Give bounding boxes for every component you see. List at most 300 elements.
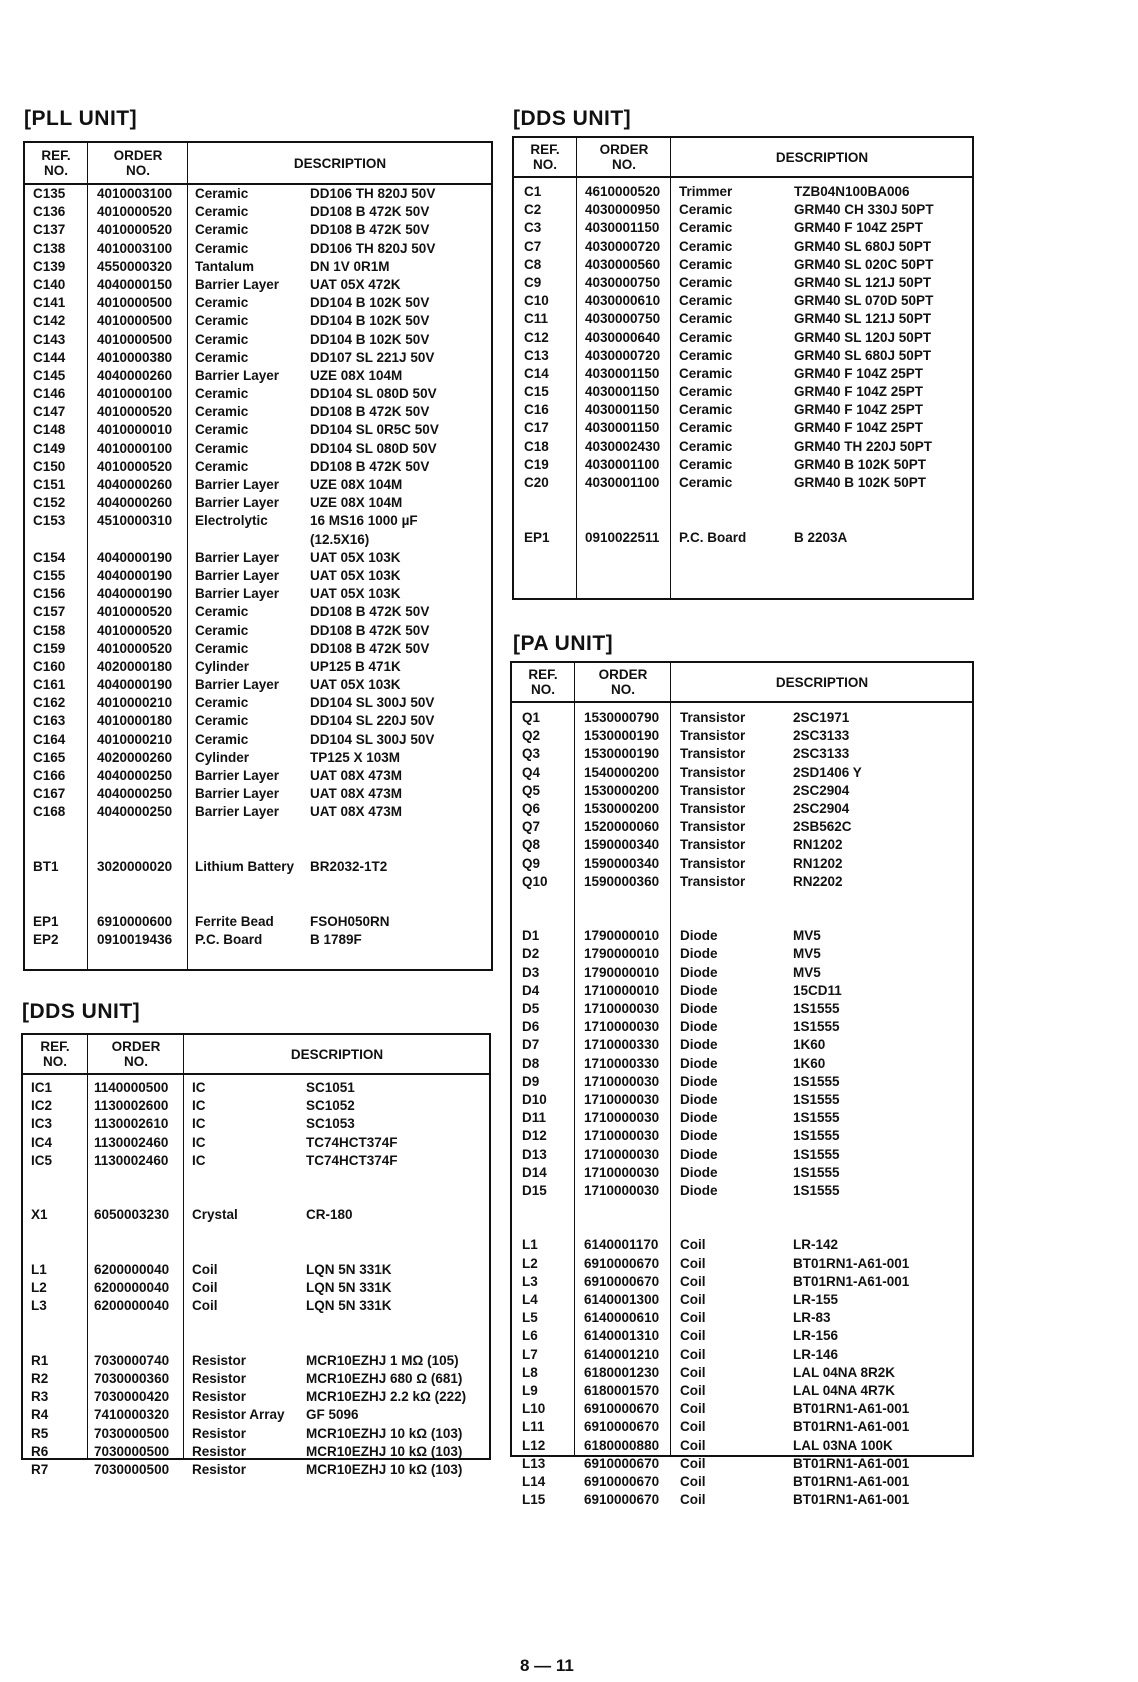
- order-cell: 4030000610: [585, 293, 661, 309]
- spec-cell: GRM40 F 104Z 25PT: [794, 420, 924, 436]
- table-row: [25, 440, 491, 458]
- order-cell: 7030000740: [94, 1352, 170, 1368]
- ref-cell: C145: [33, 367, 66, 383]
- order-cell: 6200000040: [94, 1298, 170, 1314]
- type-cell: Ceramic: [195, 404, 249, 420]
- type-cell: Coil: [680, 1382, 706, 1398]
- type-cell: Ceramic: [195, 386, 249, 402]
- table-row: [25, 203, 491, 221]
- ref-cell: Q5: [522, 782, 541, 798]
- type-cell: Barrier Layer: [195, 567, 280, 583]
- ref-cell: L10: [522, 1401, 546, 1417]
- table-row: [25, 840, 491, 858]
- order-cell: 4040000190: [97, 677, 173, 693]
- type-cell: Transistor: [680, 819, 746, 835]
- spec-cell: 16 MS16 1000 µF: [310, 513, 418, 529]
- pa-unit-title: [PA UNIT]: [513, 632, 614, 655]
- order-cell: 4040000250: [97, 804, 173, 820]
- table-row: [25, 549, 491, 567]
- type-cell: Coil: [680, 1346, 706, 1362]
- spec-cell: MCR10EZHJ 10 kΩ (103): [306, 1461, 463, 1477]
- type-cell: Coil: [680, 1237, 706, 1253]
- order-cell: 1710000030: [584, 1091, 660, 1107]
- type-cell: Ceramic: [679, 220, 733, 236]
- spec-cell: TP125 X 103M: [310, 749, 401, 765]
- spec-cell: UAT 05X 472K: [310, 276, 401, 292]
- order-cell: 7030000500: [94, 1425, 170, 1441]
- spec-cell: 2SC3133: [793, 746, 850, 762]
- table-row: [514, 419, 972, 437]
- type-cell: IC: [192, 1098, 206, 1114]
- spec-cell: DD104 SL 220J 50V: [310, 713, 435, 729]
- type-cell: Ceramic: [195, 313, 249, 329]
- table-row: [25, 349, 491, 367]
- type-cell: Ceramic: [195, 731, 249, 747]
- table-row: [23, 1261, 489, 1279]
- spec-cell: DN 1V 0R1M: [310, 258, 390, 274]
- type-cell: Transistor: [680, 728, 746, 744]
- type-cell: Crystal: [192, 1207, 238, 1223]
- table-row: [23, 1388, 489, 1406]
- type-cell: Diode: [680, 1001, 718, 1016]
- table-row: [25, 421, 491, 439]
- spec-cell: LAL 04NA 8R2K: [793, 1364, 896, 1380]
- table-row: [512, 727, 972, 745]
- spec-cell: (12.5X16): [310, 531, 370, 547]
- type-cell: Coil: [192, 1261, 218, 1277]
- ref-cell: C163: [33, 713, 66, 729]
- table-row: [514, 456, 972, 474]
- order-cell: 4010000100: [97, 386, 173, 402]
- order-cell: 6140001170: [584, 1237, 659, 1253]
- table-row: [23, 1425, 489, 1443]
- type-cell: Resistor: [192, 1443, 247, 1459]
- type-cell: Ceramic: [195, 295, 249, 311]
- table-row: [512, 818, 972, 836]
- ref-cell: L11: [522, 1419, 545, 1435]
- ref-cell: D9: [522, 1073, 540, 1089]
- table-row: [25, 494, 491, 512]
- table-row: [23, 1370, 489, 1388]
- ref-cell: C165: [33, 749, 66, 765]
- spec-cell: GRM40 B 102K 50PT: [794, 475, 927, 490]
- type-cell: Ceramic: [679, 475, 733, 490]
- order-cell: 4040000250: [97, 786, 173, 802]
- ref-cell: L8: [522, 1364, 538, 1380]
- order-cell: 1710000030: [584, 1073, 660, 1089]
- spec-cell: 1S1555: [793, 1128, 840, 1144]
- order-cell: 4040000150: [97, 276, 173, 292]
- ref-cell: D6: [522, 1019, 540, 1035]
- table-row: [512, 891, 972, 909]
- ref-cell: D4: [522, 982, 540, 998]
- spec-cell: DD106 TH 820J 50V: [310, 240, 436, 256]
- ref-cell: D3: [522, 964, 540, 980]
- ref-cell: C150: [33, 458, 66, 474]
- type-cell: Barrier Layer: [195, 495, 280, 511]
- spec-cell: B 2203A: [794, 529, 848, 545]
- order-cell: 6180001570: [584, 1382, 660, 1398]
- table-row: [25, 658, 491, 676]
- order-cell: 4010000520: [97, 222, 173, 238]
- table-row: [25, 276, 491, 294]
- type-cell: Ceramic: [679, 238, 733, 254]
- order-cell: 4030000560: [585, 256, 661, 272]
- spec-cell: SC1052: [306, 1098, 355, 1114]
- spec-cell: UAT 08X 473M: [310, 768, 403, 783]
- dds-unit-table-top: [512, 136, 974, 600]
- header-description: DESCRIPTION: [775, 674, 869, 690]
- ref-cell: C159: [33, 640, 66, 656]
- table-row: [514, 492, 972, 510]
- ref-cell: IC5: [31, 1152, 53, 1168]
- ref-cell: C152: [33, 495, 66, 511]
- type-cell: Ferrite Bead: [195, 913, 274, 929]
- order-cell: 1140000500: [94, 1080, 169, 1095]
- order-cell: 6910000670: [584, 1401, 660, 1417]
- table-row: [23, 1315, 489, 1333]
- table-row: [25, 622, 491, 640]
- spec-cell: GRM40 B 102K 50PT: [794, 456, 927, 472]
- order-cell: 1710000330: [584, 1037, 660, 1053]
- ref-cell: X1: [31, 1207, 48, 1223]
- table-row: [25, 240, 491, 258]
- order-cell: 4040000190: [97, 549, 173, 565]
- type-cell: Coil: [680, 1364, 706, 1380]
- type-cell: Diode: [680, 964, 718, 980]
- table-row: [25, 749, 491, 767]
- ref-cell: D2: [522, 946, 540, 962]
- ref-cell: IC3: [31, 1116, 53, 1132]
- table-row: [23, 1188, 489, 1206]
- table-row: [514, 474, 972, 492]
- order-cell: 4030000750: [585, 311, 661, 327]
- spec-cell: BT01RN1-A61-001: [793, 1455, 910, 1471]
- table-row: [25, 531, 491, 549]
- spec-cell: 2SC3133: [793, 728, 850, 744]
- table-row: [512, 1091, 972, 1109]
- spec-cell: 2SC2904: [793, 800, 850, 816]
- spec-cell: GRM40 F 104Z 25PT: [794, 365, 924, 381]
- table-row: [512, 836, 972, 854]
- spec-cell: UAT 05X 103K: [310, 677, 401, 693]
- spec-cell: DD107 SL 221J 50V: [310, 349, 435, 365]
- table-row: [23, 1243, 489, 1261]
- type-cell: Ceramic: [679, 456, 733, 472]
- order-cell: 0910022511: [585, 529, 660, 545]
- order-cell: 4010000520: [97, 604, 173, 620]
- order-cell: 1790000010: [584, 964, 660, 980]
- ref-cell: C164: [33, 731, 66, 747]
- spec-cell: GRM40 TH 220J 50PT: [794, 438, 933, 454]
- order-cell: 1130002600: [94, 1098, 169, 1114]
- table-row: [23, 1097, 489, 1115]
- table-row: [512, 1273, 972, 1291]
- type-cell: P.C. Board: [195, 931, 263, 947]
- spec-cell: B 1789F: [310, 931, 362, 947]
- table-row: [23, 1225, 489, 1243]
- type-cell: Ceramic: [679, 311, 733, 327]
- ref-cell: L7: [522, 1346, 538, 1362]
- order-cell: 1130002610: [94, 1116, 169, 1132]
- order-cell: 4550000320: [97, 258, 173, 274]
- table-row: [23, 1297, 489, 1315]
- order-cell: 6180000880: [584, 1437, 660, 1453]
- type-cell: Resistor: [192, 1461, 247, 1477]
- type-cell: Resistor Array: [192, 1407, 285, 1423]
- table-row: [512, 745, 972, 763]
- header-ref: REF. NO.: [41, 148, 71, 178]
- type-cell: Coil: [192, 1298, 218, 1314]
- type-cell: Transistor: [680, 746, 746, 762]
- type-cell: Ceramic: [679, 365, 733, 381]
- table-row: [23, 1334, 489, 1352]
- type-cell: Cylinder: [195, 658, 250, 674]
- table-row: [25, 312, 491, 330]
- order-cell: 1590000340: [584, 837, 660, 853]
- table-row: [512, 1182, 972, 1200]
- ref-cell: C155: [33, 567, 66, 583]
- table-row: [514, 238, 972, 256]
- table-row: [512, 1018, 972, 1036]
- order-cell: 1590000340: [584, 855, 660, 871]
- spec-cell: LR-83: [793, 1310, 831, 1326]
- table-row: [25, 767, 491, 785]
- order-cell: 4030001150: [585, 365, 660, 381]
- order-cell: 4510000310: [97, 513, 173, 529]
- spec-cell: LR-155: [793, 1292, 839, 1307]
- spec-cell: UZE 08X 104M: [310, 477, 403, 492]
- ref-cell: C19: [524, 456, 549, 472]
- ref-cell: Q1: [522, 710, 541, 725]
- order-cell: 4010000100: [97, 440, 173, 456]
- table-row: [25, 585, 491, 603]
- ref-cell: EP2: [33, 931, 59, 947]
- type-cell: Diode: [680, 928, 718, 944]
- table-row: [25, 640, 491, 658]
- spec-cell: TC74HCT374F: [306, 1134, 398, 1150]
- type-cell: Transistor: [680, 800, 746, 816]
- ref-cell: C9: [524, 274, 542, 290]
- table-row: [512, 1327, 972, 1345]
- type-cell: IC: [192, 1134, 206, 1150]
- ref-cell: C154: [33, 549, 66, 565]
- ref-cell: C149: [33, 440, 66, 456]
- type-cell: Electrolytic: [195, 513, 268, 529]
- ref-cell: L3: [522, 1273, 538, 1289]
- ref-cell: L14: [522, 1473, 546, 1489]
- table-row: [514, 383, 972, 401]
- type-cell: Ceramic: [195, 622, 249, 638]
- order-cell: 4010000520: [97, 640, 173, 656]
- table-row: [25, 403, 491, 421]
- table-row: [25, 822, 491, 840]
- spec-cell: 1S1555: [793, 1164, 840, 1180]
- type-cell: Barrier Layer: [195, 786, 280, 802]
- spec-cell: UZE 08X 104M: [310, 495, 403, 511]
- type-cell: Lithium Battery: [195, 858, 295, 874]
- table-row: [23, 1170, 489, 1188]
- spec-cell: MV5: [793, 928, 821, 944]
- spec-cell: CR-180: [306, 1207, 353, 1223]
- table-row: [512, 1127, 972, 1145]
- order-cell: 1710000030: [584, 1019, 660, 1035]
- ref-cell: C142: [33, 313, 66, 329]
- spec-cell: UAT 08X 473M: [310, 786, 403, 802]
- order-cell: 1590000360: [584, 873, 660, 889]
- spec-cell: GRM40 SL 680J 50PT: [794, 238, 932, 254]
- order-cell: 1790000010: [584, 946, 660, 962]
- table-row: [25, 367, 491, 385]
- header-order: ORDER NO.: [113, 148, 163, 178]
- table-row: [512, 1418, 972, 1436]
- table-row: [25, 512, 491, 530]
- table-row: [514, 365, 972, 383]
- header-order: ORDER NO.: [598, 667, 648, 697]
- ref-cell: R1: [31, 1352, 49, 1368]
- header-order: ORDER NO.: [111, 1039, 161, 1069]
- type-cell: Ceramic: [679, 438, 733, 454]
- table-row: [23, 1279, 489, 1297]
- type-cell: Ceramic: [679, 293, 733, 309]
- order-cell: 7030000420: [94, 1389, 170, 1405]
- spec-cell: MCR10EZHJ 1 MΩ (105): [306, 1352, 459, 1368]
- table-header: [512, 663, 972, 703]
- ref-cell: L13: [522, 1455, 546, 1471]
- order-cell: 4030001150: [585, 420, 660, 436]
- ref-cell: BT1: [33, 858, 59, 874]
- table-row: [25, 458, 491, 476]
- spec-cell: 1S1555: [793, 1146, 840, 1162]
- order-cell: 6910000600: [97, 913, 173, 929]
- table-row: [25, 331, 491, 349]
- spec-cell: DD108 B 472K 50V: [310, 222, 430, 238]
- spec-cell: 2SC2904: [793, 782, 850, 798]
- order-cell: 6140000610: [584, 1310, 660, 1326]
- table-row: [25, 294, 491, 312]
- spec-cell: GRM40 SL 070D 50PT: [794, 293, 934, 309]
- table-row: [514, 347, 972, 365]
- spec-cell: DD104 SL 080D 50V: [310, 386, 437, 402]
- ref-cell: C144: [33, 349, 66, 365]
- table-row: [25, 803, 491, 821]
- header-description: DESCRIPTION: [293, 155, 387, 171]
- table-row: [512, 964, 972, 982]
- spec-cell: 15CD11: [793, 982, 842, 998]
- type-cell: Coil: [680, 1292, 706, 1307]
- table-row: [25, 785, 491, 803]
- ref-cell: L6: [522, 1328, 538, 1344]
- type-cell: Resistor: [192, 1389, 247, 1405]
- type-cell: IC: [192, 1116, 206, 1132]
- type-cell: Barrier Layer: [195, 367, 280, 383]
- ref-cell: C18: [524, 438, 549, 454]
- table-row: [512, 1255, 972, 1273]
- order-cell: 4030001150: [585, 384, 660, 400]
- spec-cell: RN1202: [793, 837, 843, 853]
- table-row: [25, 221, 491, 239]
- ref-cell: C161: [33, 677, 66, 693]
- order-cell: 4020000180: [97, 658, 173, 674]
- type-cell: Ceramic: [679, 202, 733, 218]
- order-cell: 4030000720: [585, 238, 661, 254]
- spec-cell: DD108 B 472K 50V: [310, 404, 430, 420]
- order-cell: 4030000640: [585, 329, 661, 345]
- table-row: [23, 1461, 489, 1479]
- header-order: ORDER NO.: [599, 142, 649, 172]
- spec-cell: BT01RN1-A61-001: [793, 1255, 910, 1271]
- type-cell: Barrier Layer: [195, 276, 280, 292]
- order-cell: 4610000520: [585, 184, 661, 199]
- type-cell: Transistor: [680, 710, 746, 725]
- spec-cell: LQN 5N 331K: [306, 1261, 392, 1277]
- ref-cell: L2: [522, 1255, 538, 1271]
- type-cell: Barrier Layer: [195, 586, 280, 602]
- table-header: [514, 138, 972, 178]
- type-cell: Trimmer: [679, 184, 733, 199]
- pa-unit-table: [510, 661, 974, 1508]
- spec-cell: TZB04N100BA006: [794, 184, 910, 199]
- ref-cell: L5: [522, 1310, 538, 1326]
- spec-cell: UAT 05X 103K: [310, 586, 401, 602]
- type-cell: Diode: [680, 1055, 718, 1071]
- type-cell: Tantalum: [195, 258, 255, 274]
- type-cell: Resistor: [192, 1352, 247, 1368]
- ref-cell: C166: [33, 768, 66, 783]
- spec-cell: MCR10EZHJ 10 kΩ (103): [306, 1443, 463, 1459]
- spec-cell: GRM40 SL 121J 50PT: [794, 274, 932, 290]
- ref-cell: L1: [31, 1261, 47, 1277]
- order-cell: 4040000260: [97, 367, 173, 383]
- order-cell: 6140001210: [584, 1346, 660, 1362]
- ref-cell: C160: [33, 658, 66, 674]
- order-cell: 6910000670: [584, 1473, 660, 1489]
- table-row: [514, 529, 972, 547]
- ref-cell: C135: [33, 186, 66, 201]
- spec-cell: MV5: [793, 964, 821, 980]
- type-cell: Diode: [680, 1110, 718, 1126]
- table-row: [514, 274, 972, 292]
- ref-cell: L15: [522, 1492, 546, 1508]
- table-row: [25, 731, 491, 749]
- type-cell: Diode: [680, 946, 718, 962]
- ref-cell: C12: [524, 329, 549, 345]
- type-cell: IC: [192, 1080, 206, 1095]
- table-row: [514, 510, 972, 528]
- ref-cell: L3: [31, 1298, 47, 1314]
- ref-cell: EP1: [524, 529, 550, 545]
- table-row: [512, 1164, 972, 1182]
- ref-cell: IC1: [31, 1080, 53, 1095]
- spec-cell: 1S1555: [793, 1073, 840, 1089]
- spec-cell: BT01RN1-A61-001: [793, 1401, 910, 1417]
- spec-cell: 1S1555: [793, 1019, 840, 1035]
- ref-cell: R6: [31, 1443, 49, 1459]
- type-cell: Ceramic: [679, 256, 733, 272]
- ref-cell: R5: [31, 1425, 49, 1441]
- type-cell: Resistor: [192, 1371, 247, 1386]
- table-row: [25, 603, 491, 621]
- type-cell: Ceramic: [195, 695, 249, 711]
- order-cell: 4010000520: [97, 622, 173, 638]
- table-row: [25, 694, 491, 712]
- table-row: [512, 1146, 972, 1164]
- ref-cell: R7: [31, 1461, 49, 1477]
- spec-cell: MCR10EZHJ 10 kΩ (103): [306, 1425, 463, 1441]
- ref-cell: Q3: [522, 746, 541, 762]
- order-cell: 4030001150: [585, 402, 660, 418]
- spec-cell: DD104 B 102K 50V: [310, 295, 430, 311]
